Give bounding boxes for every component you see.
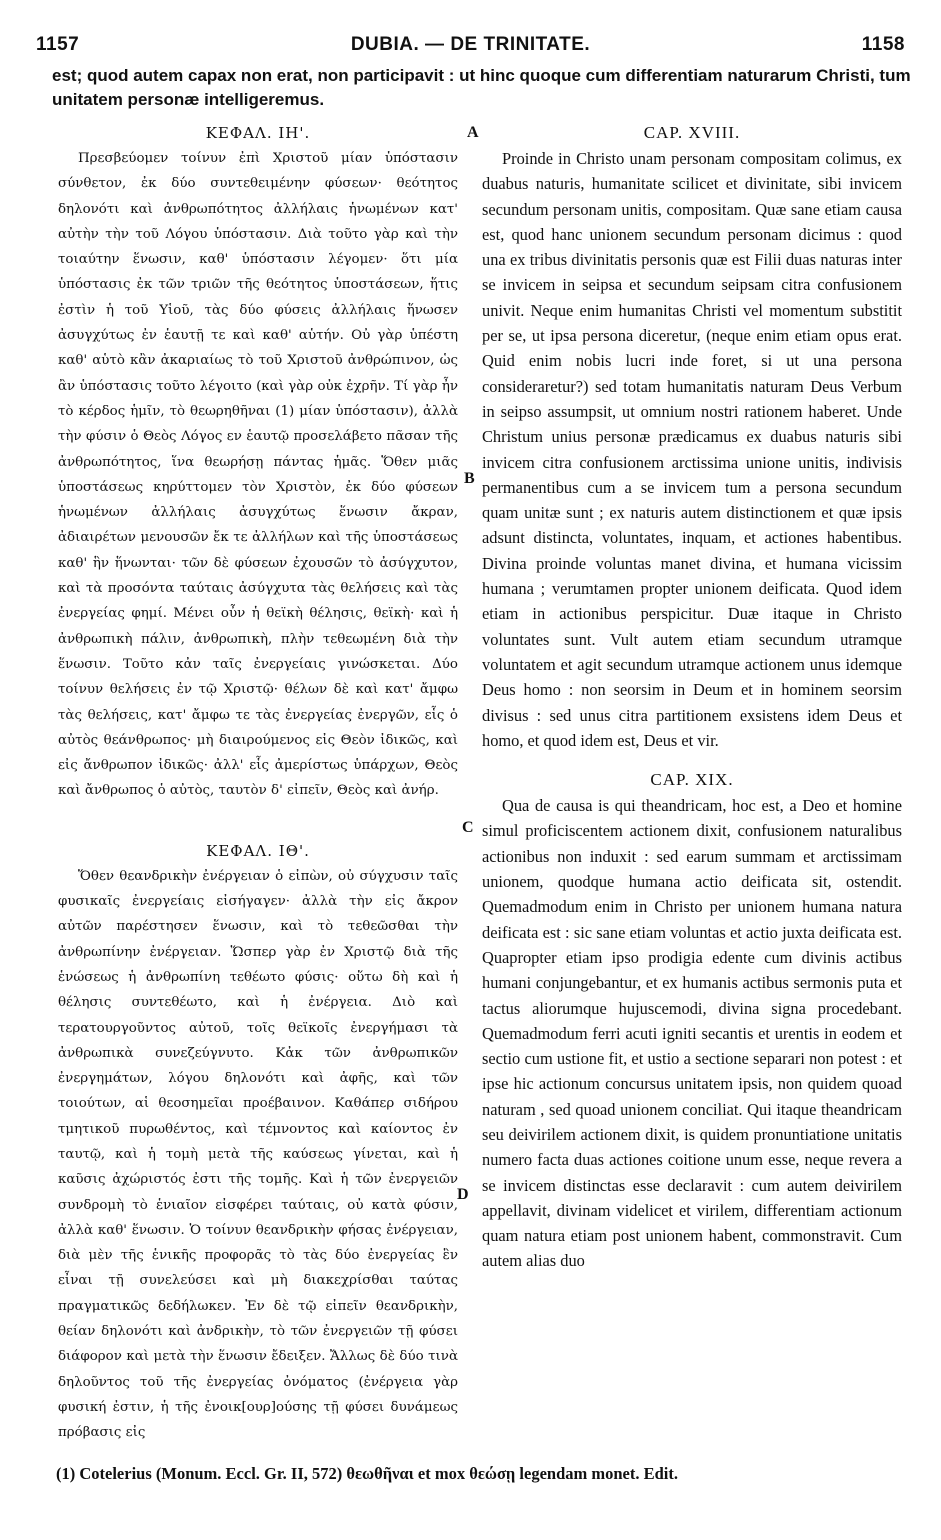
latin-chapter-19-text: Qua de causa is qui theandricam, hoc est, a Deo et homine simul proficiscentem actionem dixit, confusionem naturalibus actionibus non induxit : sed earum summam et arctissimam unionem, quodque humana actio deificata sit, ostendit. Quemadmodum enim in Christo per unionem humana natura deificata est : sic sane etiam voluntas et actio juxta deificata est. Quapropter etiam ipso prodigia edente cum divinis actibus humani conjungebantur, et ex humanis actibus sermonis puta et tactus aliorumque hujuscemodi, divina signa procedebant. Quemadmodum ferri acuti igniti secantis et urentis in eodem et sectio cum ustione fit, et ustio a sectione separari non potest : et ipse hic actionum concursus unitatem ipsis, non quidem quoad naturam , sed quoad unionem conciliat. Qui itaque theandricam seu deivirilem actionem dixit, is quidem pronuntiatione unitatis numero facta duas actiones coitione unum esse, neque revera a se invicem distinctas esse declaravit : cum autem deivirilem appellavit, divinam videlicet et virilem, differentiam actionum quam natura etiam post unionem habent, commonstravit. Cum autem alias duo (482, 796, 902, 1271)
margin-letter-a: A (467, 124, 479, 141)
running-header (0, 34, 941, 60)
greek-chapter-18-text: Πρεσβεύομεν τοίνυν ἐπὶ Χριστοῦ μίαν ὑπόστασιν σύνθετον, ἐκ δύο συντεθειμένην φύσεων· θεότητος δηλονότι καὶ ἀνθρωπότητος ἀλλήλαις ἡνωμένων κατ' αὐτὴν τὴν τοῦ Λόγου ὑπόστασιν. Διὰ τοῦτο γὰρ καὶ τὴν τοιαύτην ἕνωσιν, καθ' ὑπόστασιν λέγομεν· ὅτι μία ὑπόστασις ἐκ τῶν τριῶν τῆς θεότητος ὑποστάσεων, ἥτις ἐστὶν ἡ τοῦ Υἱοῦ, τὰς δύο φύσεις ἀλλήλαις ἥνωσεν ἀσυγχύτως ἐν ἑαυτῇ τε καὶ καθ' αὑτήν. Οὐ γὰρ ὑπέστη καθ' αὑτὸ κἂν ἀκαριαίως τὸ τοῦ Χριστοῦ ἀνθρώπινον, ὡς ἂν ὑπόστασις τοῦτο λέγοιτο (καὶ γὰρ οὐκ ἐχρῆν. Τί γὰρ ἦν τὸ κέρδος ἡμῖν, τὸ θεωρηθῆναι (1) μίαν ὑπόστασιν), ἀλλὰ τὴν φύσιν ὁ Θεὸς Λόγος εν ἑαυτῷ προσελάβετο πᾶσαν τῆς ἀνθρωπότητος, ἵνα θεωρήσῃ πάντας ἡμᾶς. Ὅθεν μιᾶς ὑποστάσεως κηρύττομεν τὸν Χριστὸν, ἐκ δύο φύσεων ἡνωμένων ἀλλήλαις ἀσυγχύτως ἕνωσιν ἄκραν, ἀδιαιρέτων μενουσῶν ἔκ τε ἀλλήλων καὶ τῆς ὑποστάσεως καθ' ἣν ἥνωνται· τῶν δὲ φύσεων ἐχουσῶν τὸ ἀσύγχυτον, καὶ τὰ προσόντα ταύταις ἀσύγχυτα τὰς θελήσεις καὶ τὰς ἐνεργείας φημί. Μένει οὖν ἡ θεϊκὴ θέλησις, θεϊκὴ· καὶ ἡ ἀνθρωπικὴ πάλιν, ἀνθρωπικὴ, πλὴν τεθεωμένη διὰ τὴν ἕνωσιν. Τοῦτο κἀν ταῖς ἐνεργείαις γινώσκεται. Δύο τοίνυν θελήσεις ἐν τῷ Χριστῷ· θέλων δὲ καὶ κατ' ἄμφω τὰς θελήσεις, κατ' ἄμφω τε τὰς ἐνεργείας ἐνεργῶν, εἷς ὁ αὐτὸς θεάνθρωπος· μὴ διαιρούμενος εἰς Θεὸν ἰδικῶς, καὶ εἰς ἄνθρωπον ἰδικῶς· ἀλλ' εἷς ἀμερίστως ὑπάρχων, Θεὸς καὶ ἄνθρωπος ὁ αὐτὸς, ταυτὸν δ' εἰπεῖν, Θεὸς καὶ ἀνήρ. (58, 151, 458, 799)
right-column-number: 1158 (861, 34, 905, 55)
latin-chapter-18-title: CAP. XVIII. (643, 123, 741, 142)
greek-column (58, 120, 458, 1444)
footnote: (1) Cotelerius (Monum. Eccl. Gr. II, 572) θεωθῆναι et mox θεώσῃ legendam monet. Edit. (56, 1464, 679, 1483)
latin-chapter-19-title: CAP. XIX. (650, 770, 734, 790)
latin-column (482, 120, 902, 1444)
running-title: DUBIA. — DE TRINITATE. (350, 34, 591, 55)
greek-chapter-19-title: ΚΕΦΑΛ. ΙΘ'. (206, 841, 310, 860)
margin-letter-c: C (462, 819, 474, 836)
margin-letter-d: D (457, 1186, 469, 1203)
intro-text: est; quod autem capax non erat, non participavit : ut hinc quoque cum differentiam naturarum Christi, tum unitatem personæ intelligeremus. (52, 66, 911, 109)
greek-chapter-19-text: Ὅθεν θεανδρικὴν ἐνέργειαν ὁ εἰπὼν, οὐ σύγχυσιν ταῖς φυσικαῖς ἐνεργείαις εἰσήγαγεν· ἀλλὰ τὴν εἰς ἄκρον αὐτῶν παρέστησεν ἕνωσιν, καὶ τὸ τεθεῶσθαι τὴν ἀνθρωπίνην ἐνέργειαν. Ὥσπερ γὰρ ἐν Χριστῷ διὰ τῆς ἑνώσεως ἡ ἀνθρωπίνη τεθέωτο φύσις· οὕτω δὴ καὶ ἡ θέλησις συντεθέωτο, καὶ ἡ ἐνέργεια. Διὸ καὶ τερατουργοῦντος αὐτοῦ, τοῖς θεϊκοῖς ἐνεργήμασι τὰ ἀνθρωπικὰ συνεζεύγνυτο. Κἀκ τῶν ἀνθρωπικῶν ἐνεργημάτων, λόγου δηλονότι καὶ ἀφῆς, καὶ τῶν τοιούτων, αἱ θεοσημεῖαι προέβαινον. Καθάπερ σιδήρου τμητικοῦ πυρωθέντος, καὶ τέμνοντος καὶ καίοντος ἐν ταυτῷ, καὶ ἡ τομὴ μετὰ τῆς καύσεως γίνεται, καὶ ἡ καῦσις ἀχώριστός ἐστι τῆς τομῆς. Καὶ ἡ τῶν ἐνεργειῶν συνδρομὴ τὸ ἑνιαῖον εἰσφέρει ταύταις, οὐ κατὰ φύσιν, ἀλλὰ καθ' ἕνωσιν. Ὁ τοίνυν θεανδρικὴν φήσας ἐνέργειαν, διὰ μὲν τῆς ἑνικῆς προφορᾶς τὸ τὰς δύο ἐνεργείας ἓν εἶναι τῇ συνελεύσει καὶ μὴ διακεχρίσθαι ταύτας πραγματικῶς δεδήλωκεν. Ἐν δὲ τῷ εἰπεῖν θεανδρικὴν, θείαν δηλονότι καὶ ἀνδρικὴν, τὸ τῶν ἐνεργειῶν τῇ φύσει διάφορον καὶ μετὰ τὴν ἕνωσιν ἔδειξεν. Ἄλλως δὲ δύο τινὰ δηλοῦντος τοῦ τῆς ἐνεργείας ὀνόματος (ἐνέργεια γὰρ φυσική ἐστιν, ἡ τῆς ἐνοικ[ουρ]ούσης τῇ φύσει δυνάμεως πρόβασις εἰς (58, 868, 458, 1441)
left-column-number: 1157 (36, 34, 80, 55)
latin-chapter-18-text: Proinde in Christo unam personam compositam colimus, ex duabus naturis, humanitate scilicet et divinitate, sibi invicem secundum personam unitis, compositam. Quæ sane etiam causa est, quod hanc unionem secundum personam dicimus : quod una ex tribus divinitatis personis quæ est Filii duas naturas inter se invicem in seipsa et secundum seipsam citra confusionem univit. Neque enim humanitas Christi vel momentum substitit per se, ut ipsa persona diceretur, (neque enim etiam opus erat. Quid enim nobis lucri inde foret, si ut una persona consideraretur?) sed totam humanitatis naturam Deus Verbum in seipso assumpsit, ut omnium nostri rationem haberet. Unde Christum unius personæ prædicamus ex duabus naturis sibi invicem citra confusionem arctissima unione unitis, indivisis permanentibus cum a se invicem tum a persona secundum quam unitæ sunt ; ex naturis autem distinctionem et quæ ipsis adsunt distincta, voluntates, inquam, et actiones habentibus. Divina proinde voluntas manet divina, et humana vicissim humana ; verumtamen propter unionem deificata. Quod idem etiam in actionibus perspicitur. Duæ itaque in Christo voluntates sunt. Vult autem etiam secundum utramque voluntatem et agit secundum utramque actionem unus idemque Deus homo : non seorsim in Deum et in hominem seorsim divisus : sed unus citra partitionem exsistens idem Deus et homo, et quod idem est, Deus et vir. (482, 149, 902, 750)
greek-chapter-18-title: ΚΕΦΑΛ. ΙΗ'. (205, 124, 311, 142)
margin-letter-b: B (464, 470, 475, 487)
